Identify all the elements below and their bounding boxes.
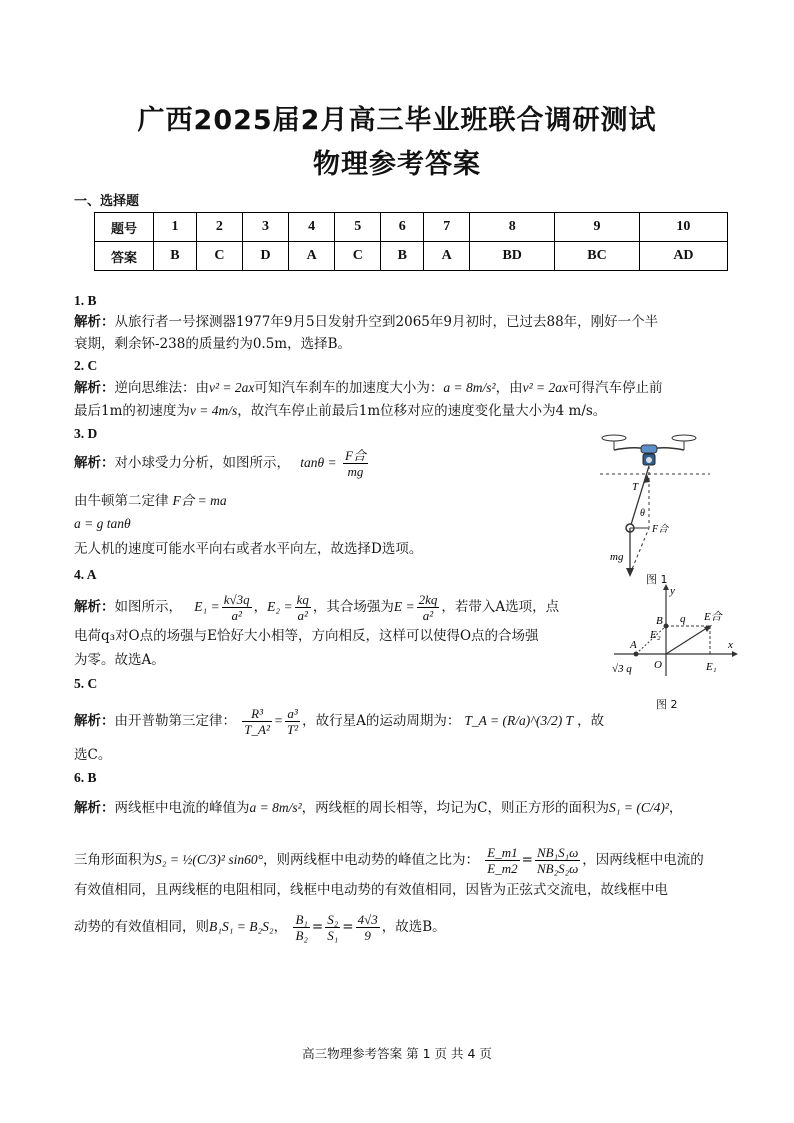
title-line-1: 广西2025届2月高三毕业班联合调研测试 xyxy=(137,105,657,136)
q5-line-2: 选C。 xyxy=(74,747,112,763)
q4-e2: E₂ = xyxy=(267,599,293,614)
q2-line-1 xyxy=(74,377,724,399)
q4-e1-fraction xyxy=(222,592,252,623)
fraction-denominator: E_m2 xyxy=(487,861,518,876)
figure-1-label-t: T xyxy=(632,481,639,493)
table-cell: 3 xyxy=(242,213,288,242)
q5-line-1 xyxy=(74,706,724,737)
fraction-denominator: a² xyxy=(231,608,242,623)
q6-number: 6. B xyxy=(74,770,97,785)
fraction-denominator: mg xyxy=(347,464,364,479)
q5-kepler-right xyxy=(285,706,300,737)
q6-em-ratio xyxy=(485,845,519,876)
fraction-denominator: 9 xyxy=(364,928,371,943)
q6-bs: B₁S₁ = B₂S₂ xyxy=(209,919,274,934)
q6-text: ， xyxy=(273,919,288,935)
fraction-numerator: kq xyxy=(296,592,309,607)
table-cell: 8 xyxy=(470,213,555,242)
table-cell: C xyxy=(335,242,381,271)
fraction-denominator: B₂ xyxy=(295,928,308,943)
figure-2-field xyxy=(606,580,742,680)
table-cell: 7 xyxy=(424,213,470,242)
q3-text: 对小球受力分析，如图所示， xyxy=(114,455,290,471)
q6-s2: S₂ = ½(C/3)² sin60° xyxy=(155,852,263,867)
q6-line-3: 有效值相同，且两线框的电阻相同，线框中电动势的有效值相同，因皆为正弦式交流电，故线框中电 xyxy=(74,882,668,898)
q3-tan: tanθ = xyxy=(300,455,337,470)
table-cell: A xyxy=(424,242,470,271)
q3-line-4: 无人机的速度可能水平向右或者水平向左，故选择D选项。 xyxy=(74,541,423,557)
q4-line-2: 电荷q₃对O点的场强与E恰好大小相等，方向相反，这样可以使得O点的合场强 xyxy=(74,628,539,644)
section-heading: 一、选择题 xyxy=(74,194,140,209)
figure-1-caption: 图 1 xyxy=(646,573,668,586)
q2-text: 最后1m的初速度为 xyxy=(74,403,190,419)
fraction-denominator: T_A² xyxy=(244,722,270,737)
q2-text: 逆向思维法：由 xyxy=(114,380,209,396)
table-cell: C xyxy=(196,242,242,271)
table-cell: 9 xyxy=(555,213,640,242)
q6-text: ，则两线框中电动势的峰值之比为： xyxy=(263,852,479,868)
q4-number: 4. A xyxy=(74,567,97,582)
q6-text: ，因两线框中电流的 xyxy=(582,852,704,868)
table-cell: 1 xyxy=(154,213,197,242)
q6-line-4: 动势的有效值相同，则B₁S₁ = B₂S₂， $\frac{\text{B₁}}{\text{B₂}}$ = $\frac{\text{S₂}}{\text{S₁}}$ = $\frac{4√3}{9}$ ，故选B。 xyxy=(74,912,446,943)
q4-e2-fraction xyxy=(295,592,311,623)
q6-text: ，两线框的周长相等，均记为C，则正方形的面积为 xyxy=(301,800,610,816)
table-cell: B xyxy=(154,242,197,271)
table-cell: 4 xyxy=(289,213,335,242)
figure-2-label-a: A xyxy=(630,639,637,651)
q2-line-2 xyxy=(74,400,724,422)
figure-2-label-q: q xyxy=(680,613,686,625)
fraction-denominator: S₁ xyxy=(327,928,339,943)
table-cell: D xyxy=(242,242,288,271)
q5-equals: = xyxy=(273,713,283,728)
q6-result xyxy=(356,912,380,943)
q6-text: ， xyxy=(668,800,683,816)
figure-2-label-o: O xyxy=(654,659,662,671)
figure-2-label-e-total: E合 xyxy=(704,611,722,623)
fraction-denominator: NB₂S₂ω xyxy=(536,861,579,876)
q4-text: ，其合场强为 xyxy=(312,599,394,615)
q3-fraction xyxy=(343,448,368,479)
fraction-numerator: a³ xyxy=(285,706,300,722)
figure-1-label-theta: θ xyxy=(640,508,645,519)
q6-text: ，故选B。 xyxy=(381,919,446,935)
fraction-numerator: 4√3 xyxy=(357,912,378,927)
table-header-number: 题号 xyxy=(95,213,154,242)
q3-text: 由牛顿第二定律 xyxy=(74,493,169,509)
q4-text: ， xyxy=(253,599,268,615)
table-cell: 6 xyxy=(381,213,424,242)
q6-text: 两线框中电流的峰值为 xyxy=(114,800,250,816)
analysis-label: 解析： xyxy=(74,380,115,396)
figure-2-label-b: B xyxy=(656,615,663,627)
q1-line-2: 衰期，剩余钚-238的质量约为0.5m，选择B。 xyxy=(74,336,352,352)
figure-2-label-y: y xyxy=(670,585,675,597)
q6-s1: S₁ = (C/4)² xyxy=(609,800,669,815)
q2-eq-v2-repeat: v² = 2ax xyxy=(522,380,568,395)
q3-line-3: a = g tanθ xyxy=(74,516,131,531)
table-cell: 2 xyxy=(196,213,242,242)
q2-eq-v: v = 4m/s xyxy=(189,403,238,418)
figure-2-label-sqrt3q: √3 q xyxy=(612,663,632,675)
q3-eq-newton: F合 = ma xyxy=(172,493,227,508)
q2-eq-a: a = 8m/s² xyxy=(443,380,496,395)
figure-1-label-mg: mg xyxy=(610,551,624,563)
fraction-numerator: S₂ xyxy=(327,912,339,927)
answer-table xyxy=(94,212,728,271)
q2-number: 2. C xyxy=(74,358,98,373)
fraction-numerator: B₁ xyxy=(295,912,308,927)
q6-s-ratio xyxy=(325,912,340,943)
q1-number: 1. B xyxy=(74,293,97,308)
fraction-numerator: E_m1 xyxy=(487,845,518,860)
fraction-numerator: NB₁S₁ω xyxy=(536,845,579,860)
q1-line-1 xyxy=(74,311,724,333)
fraction-denominator: a² xyxy=(297,608,308,623)
fraction-denominator: T² xyxy=(287,722,299,737)
q2-text: ，由 xyxy=(495,380,523,396)
fraction-numerator: F合 xyxy=(344,448,366,463)
analysis-label: 解析： xyxy=(74,455,115,471)
table-cell: BC xyxy=(555,242,640,271)
q2-eq-v2: v² = 2ax xyxy=(209,380,255,395)
fraction-numerator: R³ xyxy=(242,706,272,722)
analysis-label: 解析： xyxy=(74,800,115,816)
q4-text: 如图所示， xyxy=(114,599,182,615)
q5-text: 由开普勒第三定律： xyxy=(114,713,236,729)
q6-line-2: 三角形面积为S₂ = ½(C/3)² sin60°，则两线框中电动势的峰值之比为： $\frac{E\_m1}{E\_m2}$ = $\frac{\text{NB₁S₁ω}}{\text{NB₂S₂ω}}$ ，因两线框中电流的 xyxy=(74,845,704,876)
figure-2-label-e2: E₂ xyxy=(650,629,661,641)
q5-text: ，故行星A的运动周期为： xyxy=(302,713,461,729)
q3-number: 3. D xyxy=(74,426,98,441)
table-cell: 10 xyxy=(639,213,727,242)
answer-table-number-row xyxy=(95,213,728,242)
figure-2-caption: 图 2 xyxy=(656,698,678,711)
q5-number: 5. C xyxy=(74,676,98,691)
q2-text: 可得汽车停止前 xyxy=(567,380,663,396)
q1-text-1: 从旅行者一号探测器1977年9月5日发射升空到2065年9月初时，已过去88年，刚好一个半 xyxy=(114,314,659,330)
answer-table-answer-row xyxy=(95,242,728,271)
table-cell: B xyxy=(381,242,424,271)
figure-2-label-x: x xyxy=(728,639,733,651)
figure-1-label-f: F合 xyxy=(652,524,669,535)
q4-e: E = xyxy=(393,599,415,614)
q5-text: ，故 xyxy=(577,713,605,729)
q4-text: ，若带入A选项，点 xyxy=(441,599,560,615)
analysis-label: 解析： xyxy=(74,713,115,729)
fraction-denominator: a² xyxy=(422,608,434,623)
q2-text: ，故汽车停止前最后1m位移对应的速度变化量大小为4 m/s。 xyxy=(237,403,607,419)
table-header-answer: 答案 xyxy=(95,242,154,271)
table-cell: BD xyxy=(470,242,555,271)
analysis-label: 解析： xyxy=(74,314,115,330)
q5-kepler-left xyxy=(242,706,272,737)
fraction-numerator: k√3q xyxy=(223,592,250,607)
table-cell: A xyxy=(289,242,335,271)
q4-line-3: 为零。故选A。 xyxy=(74,652,165,668)
q2-text: 可知汽车刹车的加速度大小为： xyxy=(254,380,444,396)
q6-text: 三角形面积为 xyxy=(74,852,155,868)
analysis-label: 解析： xyxy=(74,599,115,615)
q6-text: 动势的有效值相同，则 xyxy=(74,919,209,935)
q6-nb-ratio xyxy=(535,845,580,876)
title-line-2: 物理参考答案 xyxy=(313,149,481,180)
table-cell: AD xyxy=(639,242,727,271)
fraction-numerator: 2kq xyxy=(418,592,438,607)
page-footer: 高三物理参考答案 第 1 页 共 4 页 xyxy=(302,1046,492,1061)
drone-icon xyxy=(602,435,696,465)
figure-2-label-e1: E₁ xyxy=(706,661,717,673)
q6-b-ratio xyxy=(293,912,309,943)
q5-period: T_A = (R/a)^(3/2) T xyxy=(464,713,574,728)
q4-e-fraction xyxy=(417,592,440,623)
q4-e1: E₁ = xyxy=(194,599,220,614)
q6-line-1 xyxy=(74,797,724,819)
q6-eq-a: a = 8m/s² xyxy=(249,800,302,815)
table-cell: 5 xyxy=(335,213,381,242)
